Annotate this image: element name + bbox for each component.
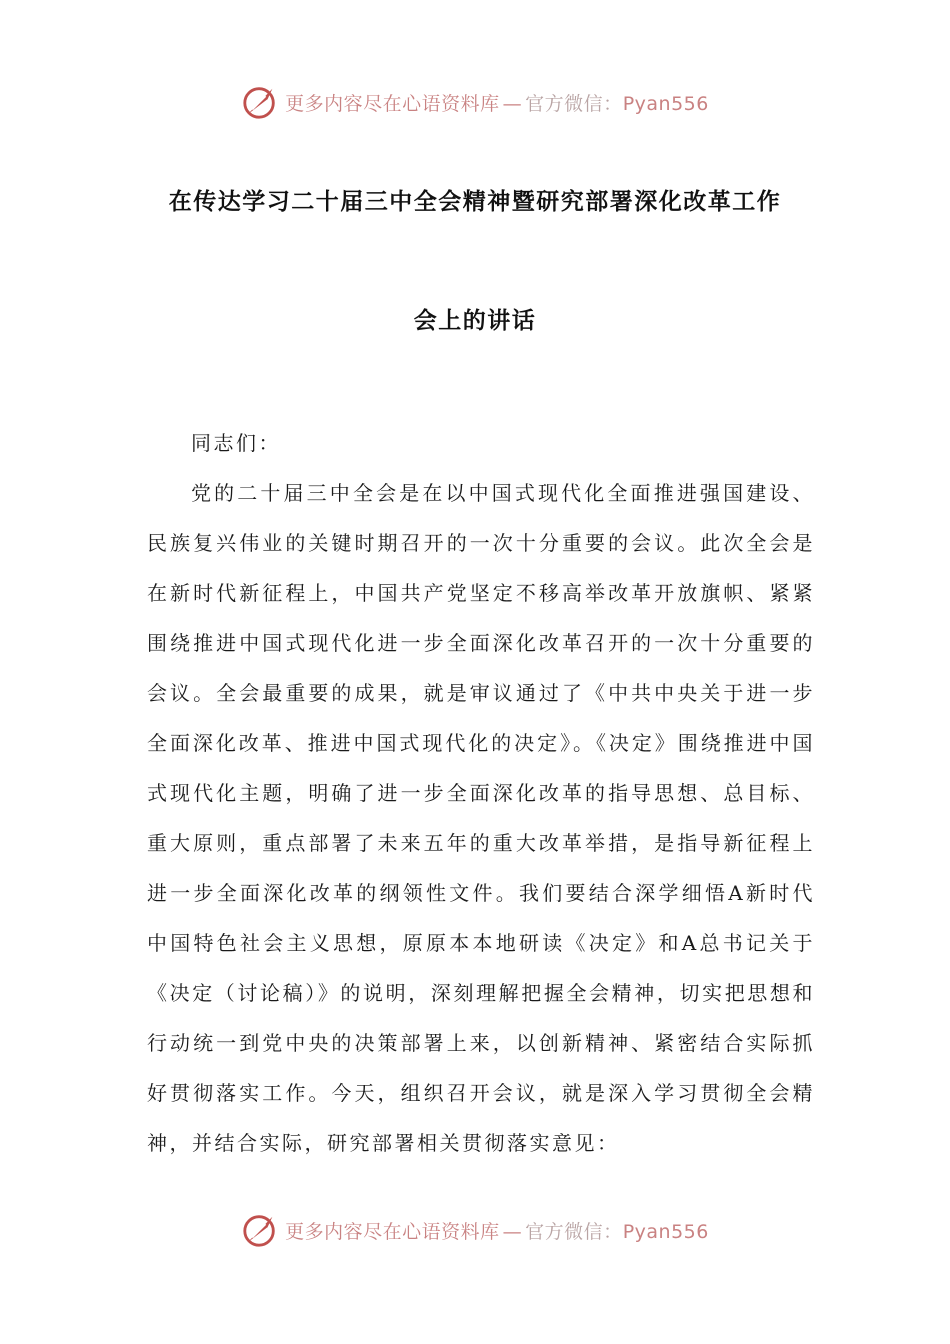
salutation: 同志们：	[191, 431, 281, 455]
document-title-line2: 会上的讲话	[413, 308, 537, 334]
header-watermark	[0, 82, 950, 122]
quill-logo-icon	[241, 83, 279, 121]
footer-watermark	[0, 1210, 950, 1250]
watermark-text: 更多内容尽在心语资料库 — 官方微信：Pyan556	[285, 1220, 709, 1243]
quill-logo-icon	[241, 1211, 279, 1249]
document-body	[147, 418, 815, 1168]
document-title-line1: 在传达学习二十届三中全会精神暨研究部署深化改革工作	[168, 189, 782, 215]
paragraph: 党的二十届三中全会是在以中国式现代化全面推进强国建设、民族复兴伟业的关键时期召开的一次十分重要的会议。此次全会是在新时代新征程上，中国共产党坚定不移高举改革开放旗帜、紧紧围绕推进中国式现代化进一步全面深化改革召开的一次十分重要的会议。全会最重要的成果，就是审议通过了《中共中央关于进一步全面深化改革、推进中国式现代化的决定》。《决定》围绕推进中国式现代化主题，明确了进一步全面深化改革的指导思想、总目标、重大原则，重点部署了未来五年的重大改革举措，是指导新征程上进一步全面深化改革的纲领性文件。我们要结合深学细悟A新时代中国特色社会主义思想，原原本本地研读《决定》和A总书记关于《决定（讨论稿）》的说明，深刻理解把握全会精神，切实把思想和行动统一到党中央的决策部署上来，以创新精神、紧密结合实际抓好贯彻落实工作。今天，组织召开会议，就是深入学习贯彻全会精神，并结合实际，研究部署相关贯彻落实意见：	[147, 481, 815, 1155]
watermark-text: 更多内容尽在心语资料库 — 官方微信：Pyan556	[285, 92, 709, 115]
